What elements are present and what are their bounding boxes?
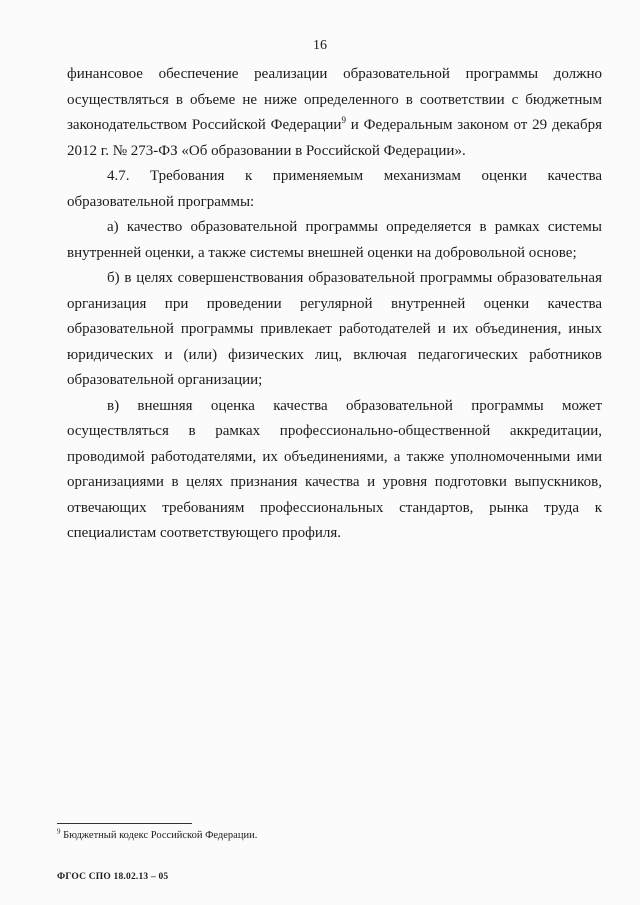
document-body bbox=[67, 62, 602, 547]
paragraph-item-b: б) в целях совершенствования образовательной программы образовательная организация при проведении регулярной внутренней оценки качества образовательной программы привлекает работодателей и их объединения, иных юридических и (или) физических лиц, включая педагогических работников образовательной организации; bbox=[67, 270, 602, 388]
paragraph-funding bbox=[67, 62, 602, 164]
paragraph-funding-text-after: и Федеральным законом от 29 декабря 2012 г. № 273-ФЗ «Об образовании в Российской Федерации». bbox=[67, 117, 602, 159]
paragraph-section-4-7: 4.7. Требования к применяемым механизмам оценки качества образовательной программы: bbox=[67, 168, 602, 210]
paragraph-funding-text: финансовое обеспечение реализации образовательной программы должно осуществляться в объеме не ниже определенного в соответствии с бюджетным законодательством Российской Федерации bbox=[67, 66, 602, 133]
footnote-mark: 9 bbox=[57, 827, 61, 836]
page-number: 16 bbox=[313, 38, 327, 53]
paragraph-item-v: в) внешняя оценка качества образовательной программы может осуществляться в рамках профессионально-общественной аккредитации, проводимой работодателями, их объединениями, а также уполномоченными ими организациями в целях признания качества и уровня подготовки выпускников, отвечающих требованиям профессиональных стандартов, рынка труда к специалистам соответствующего профиля. bbox=[67, 397, 602, 541]
footnote-text: Бюджетный кодекс Российской Федерации. bbox=[60, 830, 258, 841]
footnote-reference[interactable]: 9 bbox=[341, 115, 346, 125]
document-code: ФГОС СПО 18.02.13 – 05 bbox=[57, 872, 169, 882]
footnote-divider bbox=[57, 823, 192, 824]
paragraph-item-a: а) качество образовательной программы определяется в рамках системы внутренней оценки, а также системы внешней оценки на добровольной основе; bbox=[67, 219, 602, 261]
footnote bbox=[57, 829, 257, 843]
